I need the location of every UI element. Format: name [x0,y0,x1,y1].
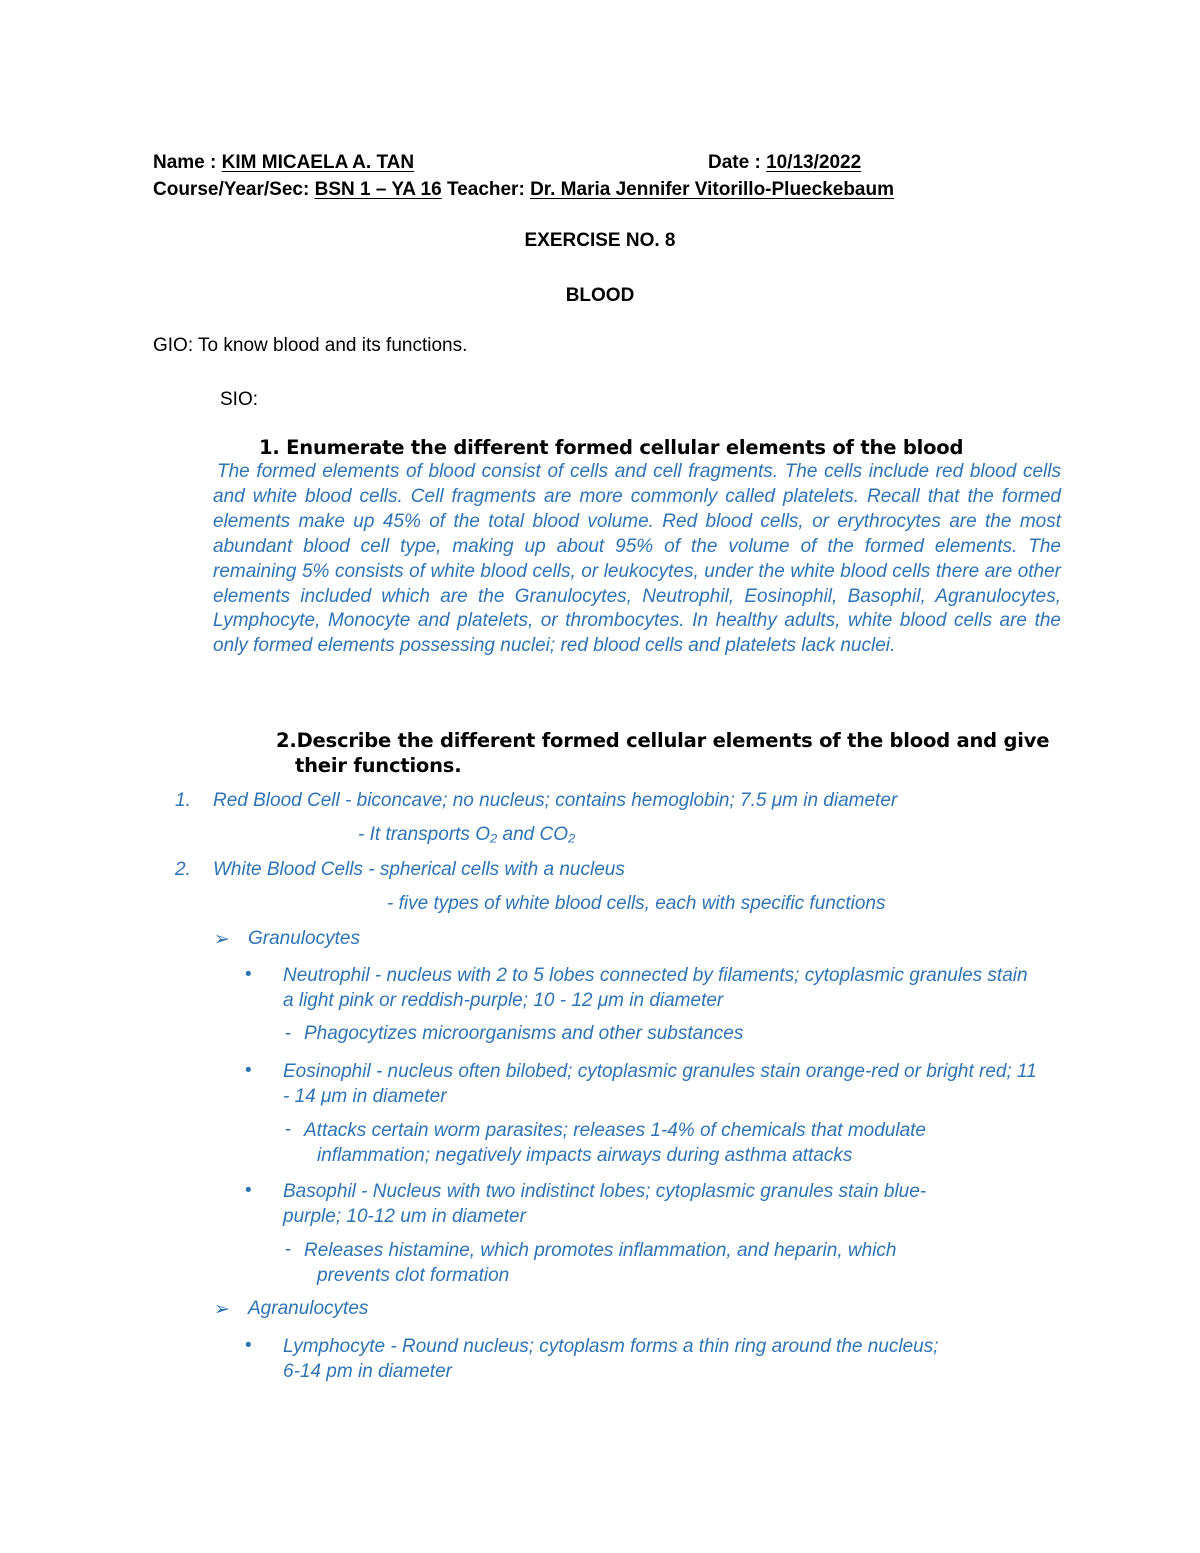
wbc-note: - five types of white blood cells, each with specific functions [387,893,886,914]
date-value: 10/13/2022 [766,152,862,173]
bullet-icon: • [245,1335,252,1356]
granulocytes-heading: Granulocytes [248,928,360,949]
list-number-1: 1. [175,790,191,811]
basophil-description: Basophil - Nucleus with two indistinct lobes; cytoplasmic granules stain blue- purple; 10-12 um in diameter [283,1181,927,1227]
question-2-line-2: their functions. [295,754,462,777]
gio-text: GIO: To know blood and its functions. [153,335,468,356]
o2-subscript: ₂ [489,824,498,845]
date-row [708,152,946,174]
bullet-icon: • [245,1060,252,1081]
neutrophil-function: Phagocytizes microorganisms and other substances [304,1023,744,1044]
bullet-icon: • [245,1180,252,1201]
basophil-function: Releases histamine, which promotes inflammation, and heparin, which prevents clot formation [304,1240,897,1286]
eosinophil-function: Attacks certain worm parasites; releases 1-4% of chemicals that modulate inflammation; negatively impacts airways during asthma attacks [304,1120,926,1166]
dash-bullet: - [285,1023,292,1044]
question-2-line-1: 2.Describe the different formed cellular elements of the blood and give [276,729,1050,752]
arrow-bullet-icon: ➢ [214,1299,230,1320]
wbc-description: White Blood Cells - spherical cells with a nucleus [213,859,625,880]
agranulocytes-heading: Agranulocytes [248,1298,369,1319]
eosinophil-description: Eosinophil - nucleus often bilobed; cytoplasmic granules stain orange-red or bright red; 11 - 14 μm in diameter [283,1061,1037,1107]
sio-label: SIO: [220,389,259,410]
lymphocyte-description: Lymphocyte - Round nucleus; cytoplasm forms a thin ring around the nucleus; 6-14 pm in diameter [283,1336,939,1382]
teacher-value: Dr. Maria Jennifer Vitorillo-Plueckebaum [530,179,894,200]
topic-title: BLOOD [565,285,635,306]
name-label: Name : [153,152,217,173]
rbc-function [358,824,575,846]
co2-subscript: ₂ [568,824,576,845]
dash-bullet: - [285,1119,292,1140]
question-1: 1. Enumerate the different formed cellular elements of the blood [259,436,964,459]
course-value: BSN 1 – YA 16 [314,179,442,200]
exercise-title: EXERCISE NO. 8 [524,230,676,251]
rbc-function-a: - It transports O [358,824,490,845]
date-label: Date : [708,152,761,173]
course-label: Course/Year/Sec: [153,179,310,200]
student-name: KIM MICAELA A. TAN [221,152,415,173]
neutrophil-description: Neutrophil - nucleus with 2 to 5 lobes connected by filaments; cytoplasmic granules stain a light pink or reddish-purple; 10 - 12 μm in diameter [283,965,1028,1011]
teacher-label: Teacher: [446,179,525,200]
rbc-description: Red Blood Cell - biconcave; no nucleus; contains hemoglobin; 7.5 μm in diameter [213,790,898,811]
list-number-2: 2. [175,859,191,880]
rbc-function-b: and CO [502,824,568,845]
course-row [153,179,894,201]
arrow-bullet-icon: ➢ [214,929,230,950]
answer-1-paragraph: The formed elements of blood consist of cells and cell fragments. The cells include red blood cells and white blood cells. Cell fragments are more commonly called platelets. Recall that the formed elements make up 45% of the total blood volume. Red blood cells, or erythrocytes are the most abundant blood cell type, making up about 95% of the volume of the formed elements. The remaining 5% consists of white blood cells, or leukocytes, under the white blood cells there are other elements included which are the Granulocytes, Neutrophil, Eosinophil, Basophil, Agranulocytes, Lymphocyte, Monocyte and platelets, or thrombocytes. In healthy adults, white blood cells are the only formed elements possessing nuclei; red blood cells and platelets lack nuclei. [213,461,1061,657]
bullet-icon: • [245,964,252,985]
name-row [153,152,697,174]
dash-bullet: - [285,1239,292,1260]
